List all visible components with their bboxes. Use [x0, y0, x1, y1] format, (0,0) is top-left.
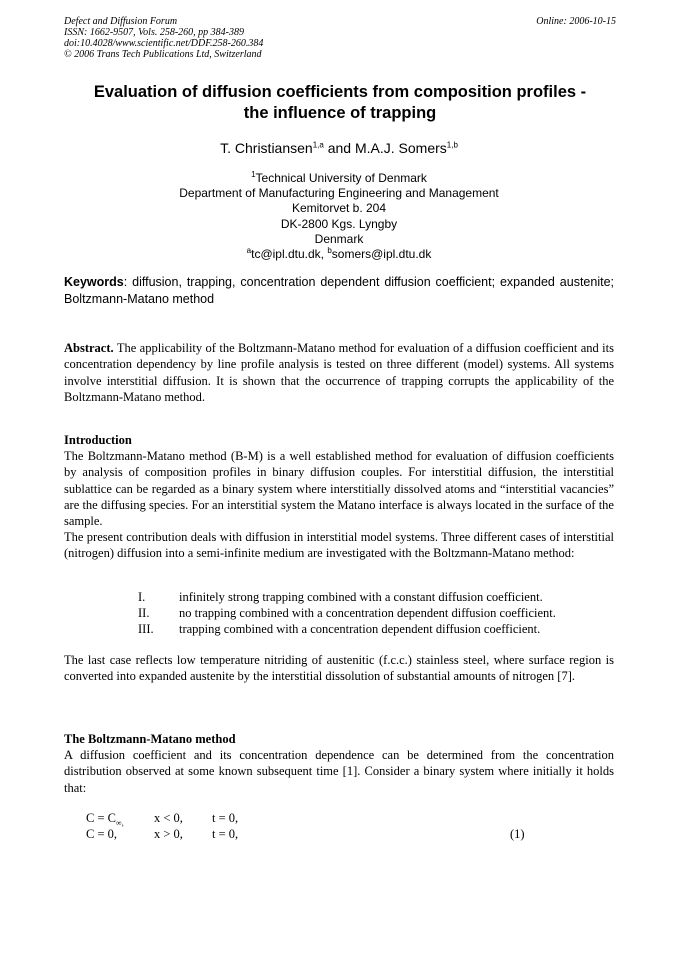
author-2: M.A.J. Somers [354, 140, 447, 156]
doi-line: doi:10.4028/www.scientific.net/DDF.258-260.384 [64, 38, 264, 49]
country: Denmark [314, 231, 364, 246]
author-2-affiliation-mark: 1,b [446, 140, 458, 150]
abstract-text: The applicability of the Boltzmann-Matano method for evaluation of a diffusion coefficient and its concentration dependency by line profile analysis is tested on three different (model) systems. All systems involve interstitial diffusion. It is shown that the occurrence of trapping corrupts the applicability of the Boltzmann-Matano method. [64, 341, 614, 404]
introduction-paragraph-3: The last case reflects low temperature nitriding of austenitic (f.c.c.) stainless steel, where surface region is converted into expanded austenite by the interstitial dissolution of substantial amounts of nitrogen [7]. [64, 653, 614, 684]
paper-title [50, 82, 630, 124]
city: DK-2800 Kgs. Lyngby [280, 216, 398, 231]
email-a[interactable]: tc@ipl.dtu.dk, [251, 247, 328, 262]
list-item [0, 589, 678, 606]
journal-header [64, 16, 616, 60]
case-text: trapping combined with a concentration dependent diffusion coefficient. [179, 622, 541, 636]
equation-row-1 [0, 810, 678, 827]
keywords-paragraph [64, 274, 614, 308]
keywords-text: : diffusion, trapping, concentration dependent diffusion coefficient; expanded austenite; Boltzmann-Matano method [64, 275, 614, 306]
abstract-label: Abstract. [64, 341, 114, 355]
equation-condition-c: $C = C_{\infty,}$ [86, 811, 124, 828]
equation-condition-x: x > 0, [154, 827, 183, 841]
email-line [0, 247, 678, 262]
author-separator: and [323, 140, 355, 156]
title-line-1: Evaluation of diffusion coefficients from composition profiles - [93, 83, 587, 101]
email-b-mark: b [327, 246, 332, 256]
affiliation-mark: 1 [251, 170, 256, 179]
list-item [0, 621, 678, 638]
case-text: no trapping combined with a concentration dependent diffusion coefficient. [179, 606, 556, 620]
issn-line: ISSN: 1662-9507, Vols. 258-260, pp 384-389 [64, 27, 244, 38]
bm-method-heading: The Boltzmann-Matano method [64, 732, 236, 746]
equation-number: (1) [510, 827, 525, 841]
introduction-paragraph-1: The Boltzmann-Matano method (B-M) is a well established method for evaluation of diffusion coefficients by analysis of composition profiles in binary diffusion couples. For interstitial diffusion, the interstitial sublattice can be regarded as a binary system where interstitially dissolved atoms and “interstitial vacancies” are the diffusing species. For an interstitial system the Matano interface is always located in the surface of the sample. [64, 449, 614, 529]
equation-row-2 [0, 826, 678, 843]
street-address: Kemitorvet b. 204 [291, 201, 387, 216]
journal-name: Defect and Diffusion Forum [64, 16, 178, 27]
email-b[interactable]: somers@ipl.dtu.dk [331, 247, 432, 262]
title-line-2: the influence of trapping [243, 104, 437, 122]
equation-condition-t: t = 0, [212, 827, 239, 841]
introduction-paragraph-2: The present contribution deals with diffusion in interstitial model systems. Three different cases of interstitial (nitrogen) diffusion into a semi-infinite medium are investigated with the Boltzmann-Matano method: [64, 530, 614, 561]
introduction-heading: Introduction [64, 433, 132, 447]
author-1: T. Christiansen [220, 140, 313, 156]
affiliation-institution-line [0, 171, 678, 186]
online-date: Online: 2006-10-15 [536, 16, 616, 27]
department: Department of Manufacturing Engineering and Management [179, 186, 499, 201]
keywords-label: Keywords [64, 275, 124, 289]
copyright-line: © 2006 Trans Tech Publications Ltd, Switzerland [64, 49, 262, 60]
author-1-affiliation-mark: 1,a [312, 140, 324, 150]
abstract-paragraph [64, 340, 614, 405]
list-item [0, 605, 678, 622]
institution: Technical University of Denmark [255, 171, 427, 185]
author-list [0, 139, 678, 157]
case-number: III. [138, 622, 154, 636]
bm-method-paragraph: A diffusion coefficient and its concentration dependence can be determined from the concentration distribution observed at some known subsequent time [1]. Consider a binary system where initially it holds that: [64, 748, 614, 795]
infinity-subscript: ∞, [115, 818, 124, 828]
case-number: I. [138, 590, 146, 604]
email-a-mark: a [246, 246, 252, 256]
case-text: infinitely strong trapping combined with a constant diffusion coefficient. [179, 590, 543, 604]
case-number: II. [138, 606, 150, 620]
equation-condition-x: x < 0, [154, 811, 183, 825]
equation-condition-c: C = 0, [86, 827, 118, 841]
equation-condition-t: t = 0, [212, 811, 239, 825]
affiliation-block [0, 171, 678, 262]
